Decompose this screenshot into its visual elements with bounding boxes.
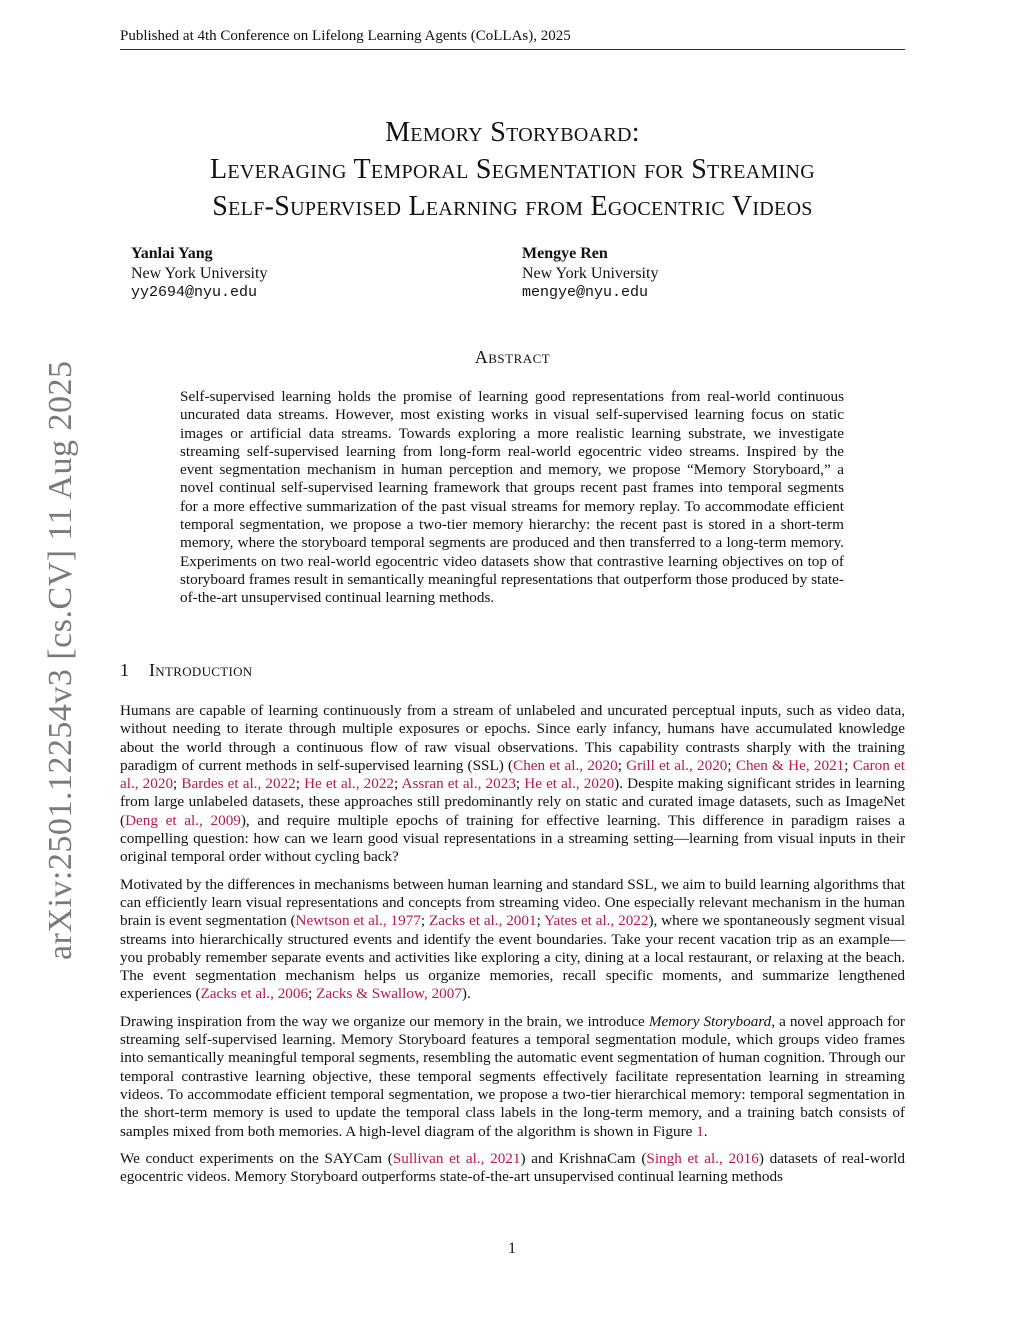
citation-link[interactable]: Bardes et al., 2022 xyxy=(181,775,296,793)
citation-link[interactable]: Yates et al., 2022 xyxy=(544,912,649,930)
emphasis-method-name: Memory Storyboard xyxy=(648,1012,772,1030)
author-email[interactable]: mengye@nyu.edu xyxy=(522,284,649,301)
abstract-heading: Abstract xyxy=(474,347,551,367)
citation-link[interactable]: Zacks & Swallow, 2007 xyxy=(316,985,462,1003)
citation-link[interactable]: Grill et al., 2020 xyxy=(626,756,728,774)
arxiv-identifier: arXiv:2501.12254v3 [cs.CV] 11 Aug 2025 xyxy=(42,360,79,960)
citation-link[interactable]: Zacks et al., 2001 xyxy=(428,912,537,930)
text-run: ), and require multiple epochs of training for effective learning. This difference in paradigm raises a compelling question: how can we learn good visual representations in a streaming setting—learning from visual inputs in their original temporal order without cycling back? xyxy=(120,811,905,866)
citation-link[interactable]: He et al., 2022 xyxy=(304,775,395,793)
text-run: ) and KrishnaCam ( xyxy=(520,1149,647,1167)
figure-reference-link[interactable]: 1 xyxy=(696,1122,704,1140)
text-run: ), where we spontaneously segment visual streams into hierarchically structured events and identify the event boundaries. Take your recent vacation trip as an example—you probably remember separate events and activities like exploring a city, dining at a local restaurant, or relaxing at the beach. The event segmentation mechanism helps us organize memories, recall specific moments, and summarize lengthened experiences ( xyxy=(120,912,906,1003)
title-line-3: Self-Supervised Learning from Egocentric Videos xyxy=(212,191,813,222)
paragraph-2: Motivated by the differences in mechanisms between human learning and standard SSL, we aim to build learning algorithms that can efficiently learn visual representations and concepts from streaming video. One especially relevant mechanism in the human brain is event segmentation (Newtson et al., 1977; Zacks et al., 2001; Yates et al., 2022), where we spontaneously segment visual streams into hierarchically structured events and identify the event boundaries. Take your recent vacation trip as an example—you probably remember separate events and activities like exploring a city, dining at a local restaurant, or relaxing at the beach. The event segmentation mechanism helps us organize memories, recall specific moments, and summarize lengthened experiences (Zacks et al., 2006; Zacks & Swallow, 2007). xyxy=(120,875,906,1003)
running-header: Published at 4th Conference on Lifelong Learning Agents (CoLLAs), 2025 xyxy=(120,28,905,50)
section-number: 1 xyxy=(120,660,130,680)
title-line-2: Leveraging Temporal Segmentation for Streaming xyxy=(209,154,816,185)
introduction-body xyxy=(120,702,905,1195)
text-run: Motivated by the differences in mechanisms between human learning and standard SSL, we aim to build learning algorithms that can efficiently learn visual representations and concepts from streaming video. One especially relevant mechanism in the human brain is event segmentation ( xyxy=(120,875,905,930)
text-run: ). xyxy=(461,985,471,1003)
text-run: ) datasets of real-world egocentric videos. Memory Storyboard outperforms state-of-the-art unsupervised continual learning methods xyxy=(120,1149,905,1186)
citation-link[interactable]: Newtson et al., 1977 xyxy=(295,912,421,930)
author-block-2 xyxy=(522,244,658,303)
citation-link[interactable]: Sullivan et al., 2021 xyxy=(392,1149,521,1167)
text-run: , a novel approach for streaming self-supervised learning. Memory Storyboard features a temporal segmentation module, which groups video frames into semantically meaningful temporal segments, resembling the automatic event segmentation of human cognition. Through our temporal contrastive learning objective, these temporal segments effectively facilitate representation learning in streaming videos. To accommodate efficient temporal segmentation, we propose a two-tier hierarchical memory: temporal segmentation in the short-term memory is used to update the temporal class labels in the long-term memory, and a training batch consists of samples mixed from both memories. A high-level diagram of the algorithm is shown in Figure xyxy=(120,1012,905,1140)
author-block-1 xyxy=(131,244,267,303)
section-title: Introduction xyxy=(149,660,253,680)
citation-link[interactable]: Zacks et al., 2006 xyxy=(200,985,309,1003)
citation-link[interactable]: Deng et al., 2009 xyxy=(125,811,241,829)
text-run: . xyxy=(703,1122,708,1140)
text-run: We conduct experiments on the SAYCam ( xyxy=(120,1149,393,1167)
title-line-1: Memory Storyboard: xyxy=(385,117,640,148)
page-number: 1 xyxy=(508,1240,516,1257)
paper-title xyxy=(120,114,905,225)
paragraph-1: Humans are capable of learning continuously from a stream of unlabeled and uncurated perceptual inputs, such as video data, without needing to iterate through multiple exposures or epochs. Since early infancy, humans have accumulated knowledge about the world through a continuous flow of raw visual observations. This capability contrasts sharply with the training paradigm of current methods in self-supervised learning (SSL) (Chen et al., 2020; Grill et al., 2020; Chen & He, 2021; Caron et al., 2020; Bardes et al., 2022; He et al., 2022; Assran et al., 2023; He et al., 2020). Despite making significant strides in learning from large unlabeled datasets, these approaches still predominantly rely on static and curated image datasets, such as ImageNet (Deng et al., 2009), and require multiple epochs of training for effective learning. This difference in paradigm raises a compelling question: how can we learn good visual representations in a streaming setting—learning from visual inputs in their original temporal order without cycling back? xyxy=(120,702,905,866)
author-name: Yanlai Yang xyxy=(131,245,213,262)
text-run: Drawing inspiration from the way we organize our memory in the brain, we introduce xyxy=(120,1012,649,1030)
citation-link[interactable]: Singh et al., 2016 xyxy=(646,1149,759,1167)
author-name: Mengye Ren xyxy=(522,245,608,262)
author-affiliation: New York University xyxy=(522,264,659,282)
author-affiliation: New York University xyxy=(131,264,268,282)
section-heading-introduction xyxy=(120,660,252,681)
paragraph-4 xyxy=(120,1150,905,1187)
text-run: ). Despite making significant strides in learning from large unlabeled datasets, these approaches still predominantly rely on static and curated image datasets, such as ImageNet ( xyxy=(120,775,905,829)
abstract-text: Self-supervised learning holds the promise of learning good representations from real-world continuous uncurated data streams. However, most existing works in visual self-supervised learning focus on static images or artificial data streams. Towards exploring a more realistic learning substrate, we investigate streaming self-supervised learning from long-form real-world egocentric video streams. Inspired by the event segmentation mechanism in human perception and memory, we propose “Memory Storyboard,” a novel continual self-supervised learning framework that groups recent past frames into temporal segments for a more effective summarization of the past visual streams for memory replay. To accommodate efficient temporal segmentation, we propose a two-tier memory hierarchy: the recent past is stored in a short-term memory, where the storyboard temporal segments are produced and then transferred to a long-term memory. Experiments on two real-world egocentric video datasets show that contrastive learning objectives on top of storyboard frames result in semantically meaningful representations that outperform those produced by state-of-the-art unsupervised continual learning methods. xyxy=(180,388,844,607)
author-email[interactable]: yy2694@nyu.edu xyxy=(131,284,258,301)
paragraph-3 xyxy=(120,1013,905,1141)
citation-link[interactable]: Chen & He, 2021 xyxy=(735,756,845,774)
citation-link[interactable]: Assran et al., 2023 xyxy=(401,775,516,793)
text-run: Humans are capable of learning continuously from a stream of unlabeled and uncurated perceptual inputs, such as video data, without needing to iterate through multiple exposures or epochs. Since early infancy, humans have accumulated knowledge about the world through a continuous flow of raw visual observations. This capability contrasts sharply with the training paradigm of current methods in self-supervised learning (SSL) ( xyxy=(120,702,905,774)
citation-link[interactable]: Caron et al., 2020 xyxy=(120,756,905,793)
citation-link[interactable]: He et al., 2020 xyxy=(524,775,615,793)
citation-link[interactable]: Chen et al., 2020 xyxy=(513,756,618,774)
